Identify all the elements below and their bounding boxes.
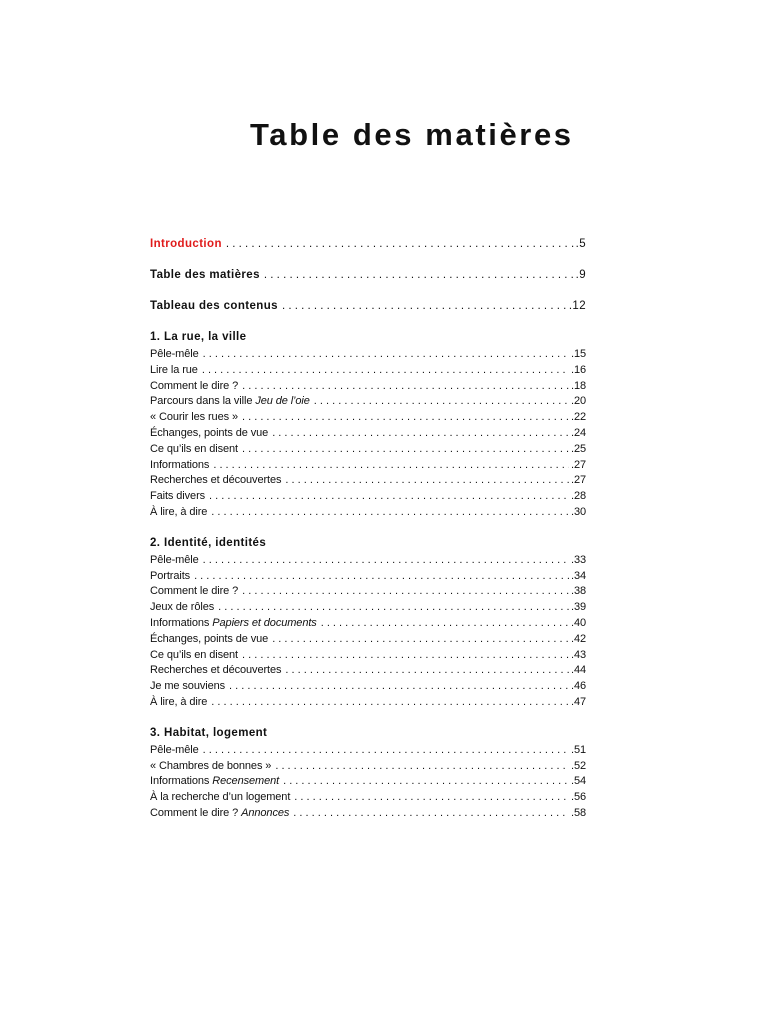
dot-leader [242, 648, 569, 664]
toc-page-number: .5 [575, 238, 586, 250]
toc-entry-italic-text: Jeu de l’oie [255, 395, 310, 408]
toc-entry-label [150, 600, 214, 616]
toc-entry-text: Pêle-mêle [150, 743, 199, 756]
toc-entry-text: Pêle-mêle [150, 348, 199, 360]
toc-entry-text: Tableau des contenus [150, 300, 278, 312]
toc-entry[interactable] [150, 600, 586, 616]
toc-entry-label [150, 458, 209, 474]
toc-page-number: .44 [571, 664, 586, 677]
toc-entry-text: Informations [150, 616, 210, 629]
dot-leader [203, 347, 569, 363]
toc-page-number: .9 [575, 269, 586, 281]
dot-leader [293, 806, 569, 822]
toc-entry-text: Faits divers [150, 490, 206, 503]
toc-entry-label [150, 616, 317, 632]
toc-entry-text: Échanges, points de vue [150, 632, 269, 645]
dot-leader [213, 458, 569, 474]
toc-entry[interactable] [150, 806, 586, 822]
toc-entry[interactable] [150, 267, 586, 283]
toc-entry-label [150, 584, 238, 600]
toc-entry-label [150, 743, 199, 759]
toc-entry-italic-text: Recensement [212, 775, 280, 788]
dot-leader [203, 553, 569, 569]
dot-leader [242, 442, 569, 458]
toc-page-number: .12 [568, 300, 586, 312]
dot-leader [264, 267, 574, 283]
dot-leader [242, 410, 569, 426]
toc-entry[interactable] [150, 679, 586, 695]
toc-entry[interactable] [150, 663, 586, 679]
toc-page-number: .25 [571, 442, 586, 455]
toc-page-number: .24 [571, 426, 586, 439]
toc-entry-label [150, 442, 238, 458]
toc-entry-label [150, 267, 260, 283]
toc-entry-label [150, 489, 205, 505]
toc-entry-label [150, 632, 268, 648]
dot-leader [226, 236, 574, 252]
dot-leader [282, 298, 567, 314]
toc-entry[interactable] [150, 695, 586, 711]
section-title[interactable]: 1. La rue, la ville [150, 331, 247, 343]
toc-entry[interactable] [150, 410, 586, 426]
toc-page-number: .40 [571, 616, 586, 629]
toc-entry[interactable] [150, 584, 586, 600]
toc-page-number: .22 [571, 411, 586, 424]
toc-page-number: .58 [571, 806, 586, 819]
dot-leader [272, 632, 569, 648]
toc-entry-text: Ce qu’ils en disent [150, 442, 238, 455]
toc-entry[interactable] [150, 743, 586, 759]
dot-leader [203, 743, 569, 759]
dot-leader [242, 584, 569, 600]
toc-page-number: .34 [571, 569, 586, 582]
dot-leader [218, 600, 569, 616]
toc-entry[interactable] [150, 616, 586, 632]
toc-entry-text: Comment le dire ? [150, 806, 239, 819]
toc-page-number: .43 [571, 648, 586, 661]
toc-entry[interactable] [150, 774, 586, 790]
toc-entry[interactable] [150, 790, 586, 806]
toc-entry-text: Introduction [150, 238, 222, 250]
dot-leader [321, 616, 569, 632]
toc-entry-text: « Chambres de bonnes » [150, 759, 272, 772]
toc-sections [150, 329, 586, 822]
dot-leader [211, 695, 569, 711]
toc-entry[interactable] [150, 489, 586, 505]
page-title: Table des matières [250, 117, 574, 152]
toc-page-number: .30 [571, 505, 586, 518]
toc-entry-text: Recherches et découvertes [150, 474, 282, 487]
toc-entry-text: Je me souviens [150, 680, 226, 693]
dot-leader [283, 774, 569, 790]
toc-entry-text: Lire la rue [150, 363, 198, 376]
toc-page-number: .28 [571, 490, 586, 503]
toc-entry-label [150, 347, 199, 363]
toc-entry-label [150, 553, 199, 569]
toc-entry-label [150, 363, 198, 379]
toc-page-number: .38 [571, 585, 586, 598]
dot-leader [285, 473, 569, 489]
toc-section [150, 725, 586, 822]
toc-entry-label [150, 298, 278, 314]
toc-entry-label [150, 394, 310, 410]
toc-page-number: .33 [571, 553, 586, 566]
toc-entry-text: À la recherche d’un logement [150, 791, 291, 804]
toc-entry-italic-text: Annonces [241, 806, 290, 819]
toc-page-number: .18 [571, 379, 586, 392]
toc-page-number: .20 [571, 395, 586, 408]
dot-leader [194, 569, 569, 585]
toc-entry-text: Échanges, points de vue [150, 426, 269, 439]
toc-entry-label [150, 426, 268, 442]
toc-entry[interactable] [150, 458, 586, 474]
toc-entry-label [150, 663, 281, 679]
dot-leader [229, 679, 569, 695]
toc-entry[interactable] [150, 648, 586, 664]
toc-page-number: .42 [571, 632, 586, 645]
dot-leader [242, 379, 569, 395]
toc-entry-text: Informations [150, 775, 210, 788]
toc-page-number: .16 [571, 363, 586, 376]
dot-leader [202, 363, 569, 379]
dot-leader [211, 505, 569, 521]
toc-entry[interactable] [150, 505, 586, 521]
toc-entry-label [150, 569, 190, 585]
toc-entry-label [150, 236, 222, 252]
toc-entry-label [150, 679, 225, 695]
toc-entry-text: Parcours dans la ville [150, 395, 253, 408]
toc-entry-text: À lire, à dire [150, 695, 208, 708]
toc-entry-label [150, 806, 289, 822]
toc-entry[interactable] [150, 426, 586, 442]
toc-entry[interactable] [150, 379, 586, 395]
toc-page-number: .27 [571, 474, 586, 487]
toc-entry-label [150, 410, 238, 426]
toc-entry-label [150, 759, 271, 775]
toc-entry-text: Pêle-mêle [150, 553, 199, 566]
section-title[interactable]: 2. Identité, identités [150, 536, 267, 549]
toc-entry-text: À lire, à dire [150, 505, 208, 518]
toc-entry-label [150, 505, 207, 521]
toc-entry-text: Comment le dire ? [150, 379, 239, 392]
dot-leader [272, 426, 569, 442]
toc-page-number: .27 [571, 458, 586, 471]
toc-entry-label [150, 379, 238, 395]
toc-entry[interactable] [150, 394, 586, 410]
toc-entry[interactable] [150, 442, 586, 458]
toc-page-number: .51 [571, 743, 586, 756]
toc-entry-label [150, 695, 207, 711]
toc-entry-label [150, 774, 279, 790]
section-title[interactable]: 3. Habitat, logement [150, 726, 268, 739]
toc-page-number: .39 [571, 601, 586, 614]
toc-entry[interactable] [150, 553, 586, 569]
toc-entry[interactable] [150, 363, 586, 379]
dot-leader [314, 394, 569, 410]
toc-entry-text: Comment le dire ? [150, 585, 239, 598]
toc-entry[interactable] [150, 473, 586, 489]
toc-page-number: .52 [571, 759, 586, 772]
toc-entry[interactable] [150, 347, 586, 363]
toc-entry-text: « Courir les rues » [150, 411, 238, 424]
toc-entry[interactable] [150, 298, 586, 314]
toc-entry-text: Informations [150, 458, 210, 471]
toc-page-number: .47 [571, 695, 586, 708]
top-entries [150, 236, 586, 314]
toc-entry-label [150, 473, 281, 489]
toc-page-number: .54 [571, 775, 586, 788]
table-of-contents [150, 236, 586, 836]
toc-page-number: .46 [571, 680, 586, 693]
toc-section [150, 329, 586, 521]
toc-entry-text: Table des matières [150, 269, 260, 281]
toc-entry-text: Recherches et découvertes [150, 664, 282, 677]
toc-entry-text: Jeux de rôles [150, 601, 215, 614]
toc-entry[interactable] [150, 569, 586, 585]
toc-page-number: .56 [571, 791, 586, 804]
toc-entry-label [150, 648, 238, 664]
toc-section [150, 535, 586, 711]
dot-leader [285, 663, 569, 679]
toc-page-number: .15 [571, 348, 586, 360]
toc-entry-italic-text: Papiers et documents [212, 616, 317, 629]
toc-entry[interactable] [150, 236, 586, 252]
toc-entry[interactable] [150, 759, 586, 775]
dot-leader [294, 790, 569, 806]
dot-leader [275, 759, 569, 775]
toc-entry[interactable] [150, 632, 586, 648]
dot-leader [209, 489, 569, 505]
toc-entry-text: Portraits [150, 569, 191, 582]
toc-entry-text: Ce qu’ils en disent [150, 648, 238, 661]
toc-entry-label [150, 790, 290, 806]
